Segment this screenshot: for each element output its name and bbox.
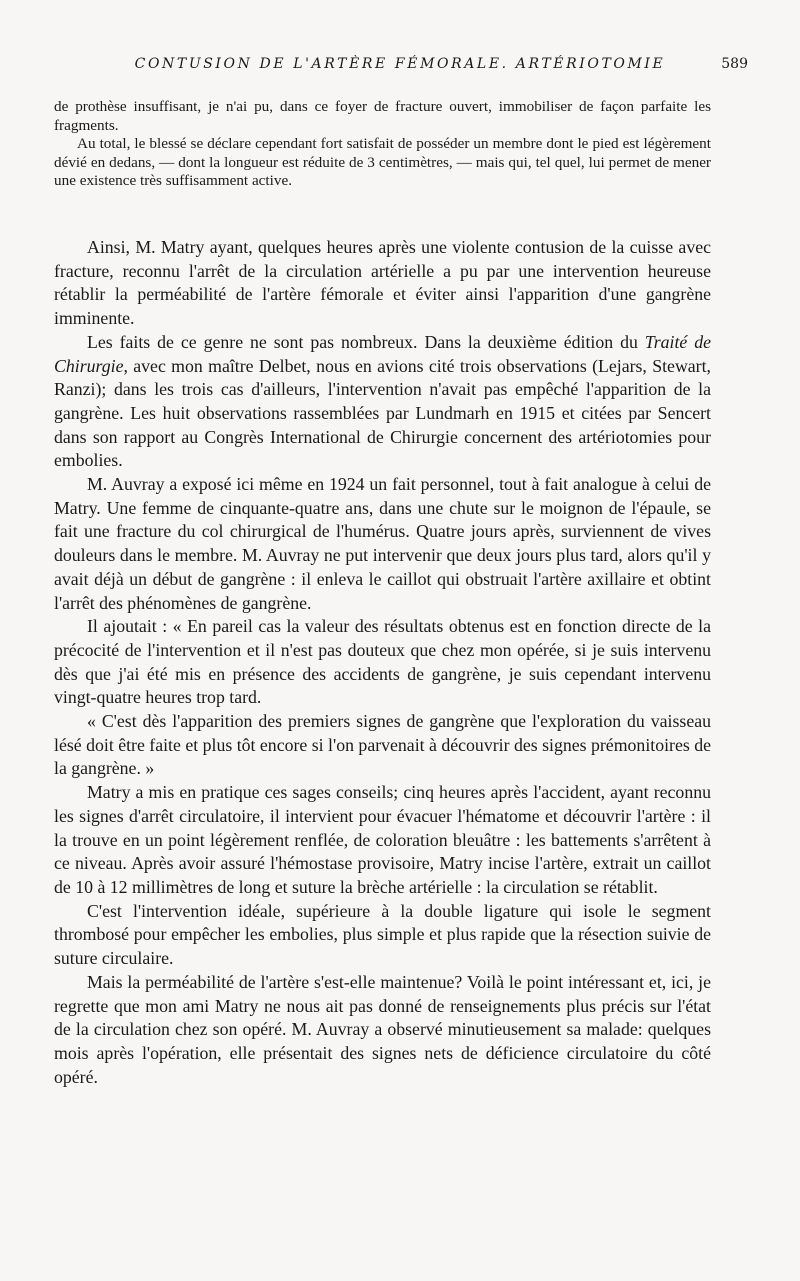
book-title-italic: Traité de Chirurgie (54, 331, 712, 376)
running-title: CONTUSION DE L'ARTÈRE FÉMORALE. ARTÉRIOTOMIE (134, 56, 666, 72)
paragraph-8: Mais la perméabilité de l'artère s'est-elle maintenue? Voilà le point intéressant et, ici, je regrette que mon ami Matry ne nous ait pas donné de renseignements plus précis sur l'état de la circulation chez son opéré. M. Auvray a observé minutieusement sa malade: quelques mois après l'opération, elle présentait des signes nets de déficience circulatoire du côté opéré. (54, 971, 711, 1087)
body-text (54, 236, 711, 1089)
paragraph-5: « C'est dès l'apparition des premiers signes de gangrène que l'exploration du vaisseau lésé doit être faite et plus tôt encore si l'on parvenait à découvrir des signes prémonitoires de la gangrène. » (54, 711, 711, 779)
paragraph-7: C'est l'intervention idéale, supérieure à la double ligature qui isole le segment thrombosé pour empêcher les embolies, plus simple et plus rapide que la résection suivie de suture circulaire. (54, 900, 711, 969)
paragraph-2-text-b: , avec mon maître Delbet, nous en avions cité trois observations (Lejars, Stewart, Ranzi); dans les trois cas d'ailleurs, l'intervention n'avait pas empêché l'apparition de la gangrène. Les huit observations rassemblées par Lundmarh en 1915 et citées par Sencert dans son rapport au Congrès International de Chirurgie concernent des artériotomies pour embolies. (54, 355, 711, 471)
paragraph-3: M. Auvray a exposé ici même en 1924 un fait personnel, tout à fait analogue à celui de Matry. Une femme de cinquante-quatre ans, dans une chute sur le moignon de l'épaule, se fait une fracture du col chirurgical de l'humérus. Quatre jours après, surviennent de vives douleurs dans le membre. M. Auvray ne put intervenir que deux jours plus tard, alors qu'il y avait déjà un début de gangrène : il enleva le caillot qui obstruait l'artère axillaire et obtint l'arrêt des phénomènes de gangrène. (54, 474, 711, 613)
paragraph-1: Ainsi, M. Matry ayant, quelques heures après une violente contusion de la cuisse avec fracture, reconnu l'arrêt de la circulation artérielle a pu par une intervention heureuse rétablir la perméabilité de l'artère fémorale et éviter ainsi l'apparition d'une gangrène imminente. (54, 237, 711, 329)
page-number: 589 (721, 56, 748, 72)
running-head (52, 56, 748, 76)
paragraph-4: Il ajoutait : « En pareil cas la valeur des résultats obtenus est en fonction directe de la précocité de l'intervention et il n'est pas douteux que chez mon opérée, si je suis intervenu dès que j'ai été mis en présence des accidents de gangrène, je suis cependant intervenu vingt-quatre heures trop tard. (54, 616, 711, 708)
paragraph-2 (54, 331, 711, 473)
small-print-section (54, 98, 711, 191)
small-paragraph-2: Au total, le blessé se déclare cependant fort satisfait de posséder un membre dont le pied est légèrement dévié en dedans, — dont la longueur est réduite de 3 centimètres, — mais qui, tel quel, lui permet de mener une existence très suffisamment active. (54, 135, 711, 189)
small-paragraph-1: de prothèse insuffisant, je n'ai pu, dans ce foyer de fracture ouvert, immobiliser de façon parfaite les fragments. (54, 98, 711, 134)
paragraph-2-text-a: Les faits de ce genre ne sont pas nombreux. Dans la deuxième édition du (87, 331, 645, 352)
paragraph-6: Matry a mis en pratique ces sages conseils; cinq heures après l'accident, ayant reconnu les signes d'arrêt circulatoire, il intervient pour évacuer l'hématome et découvrir l'artère : il la trouve en un point légèrement renflée, de coloration bleuâtre : les battements s'arrêtent à ce niveau. Après avoir assuré l'hémostase provisoire, Matry incise l'artère, extrait un caillot de 10 à 12 millimètres de long et suture la brèche artérielle : la circulation se rétablit. (54, 782, 711, 897)
